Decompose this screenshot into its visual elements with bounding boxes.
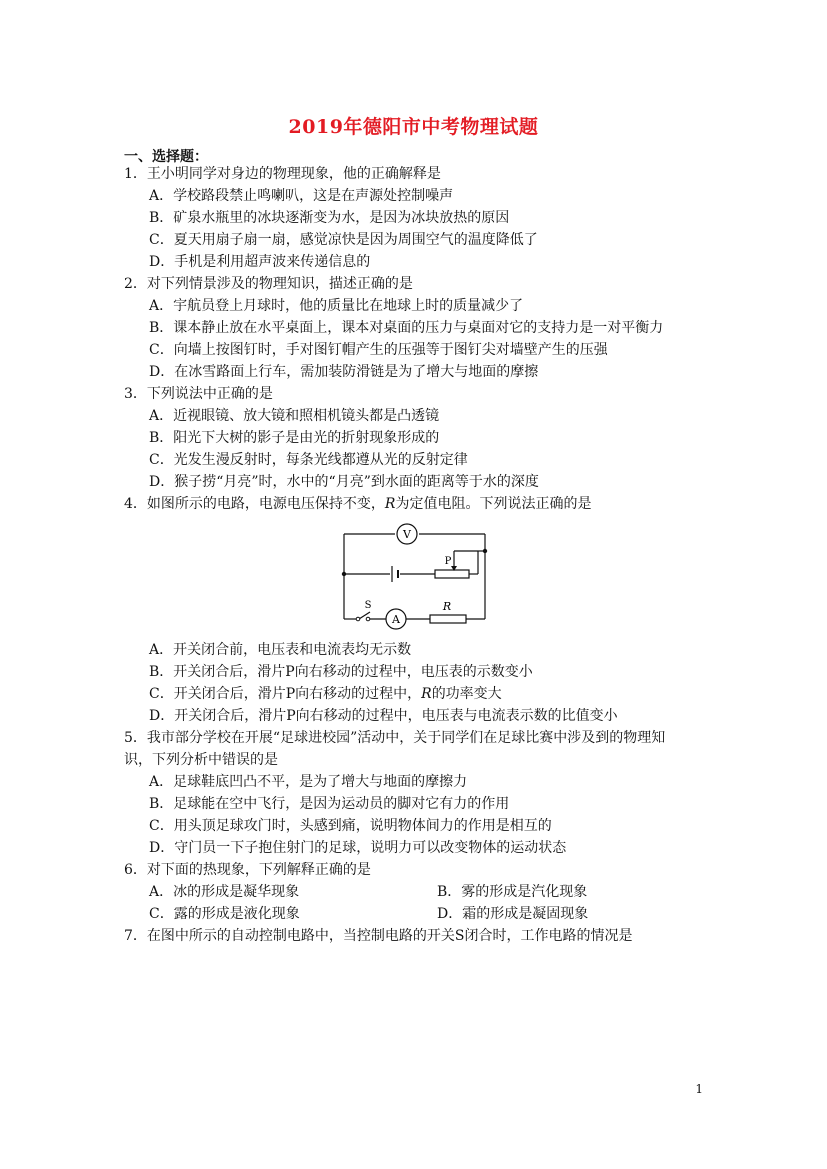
option: C．露的形成是液化现象	[149, 906, 300, 922]
slider-label: P	[444, 556, 452, 567]
question-number: 6．	[124, 862, 147, 878]
option: A．开关闭合前，电压表和电流表均无示数	[149, 642, 412, 658]
question-stem: 下列说法中正确的是	[146, 386, 273, 402]
ammeter-label: A	[392, 613, 400, 626]
question-number: 5．	[124, 730, 147, 746]
question-stem-cont: 为定值电阻。下列说法正确的是	[395, 496, 592, 512]
switch-label: S	[364, 600, 372, 611]
switch-terminal	[356, 617, 360, 621]
option-text: C．开关闭合后，滑片P向右移动的过程中，	[149, 686, 422, 702]
question-7	[124, 926, 633, 946]
section-heading: 一、选择题：	[124, 149, 208, 165]
question-1	[124, 164, 441, 184]
option: D．手机是利用超声波来传递信息的	[149, 254, 371, 270]
option: B．雾的形成是汽化现象	[437, 884, 588, 900]
option: D．开关闭合后，滑片P向右移动的过程中，电压表与电流表示数的比值变小	[149, 708, 618, 724]
option: B．足球能在空中飞行，是因为运动员的脚对它有力的作用	[149, 796, 510, 812]
option: D．猴子捞“月亮”时，水中的“月亮”到水面的距离等于水的深度	[149, 474, 539, 490]
question-number: 4．	[124, 496, 147, 512]
question-number: 3．	[124, 386, 147, 402]
rheostat	[435, 570, 469, 578]
option: B．课本静止放在水平桌面上，课本对桌面的压力与桌面对它的支持力是一对平衡力	[149, 320, 664, 336]
option: A．宇航员登上月球时，他的质量比在地球上时的质量减少了	[149, 298, 524, 314]
question-6	[124, 860, 371, 880]
option-text: 的功率变大	[431, 686, 502, 702]
question-4	[124, 494, 591, 514]
question-stem: 我市部分学校在开展“足球进校园”活动中，关于同学们在足球比赛中涉及到的物理知	[146, 730, 666, 746]
option: C．夏天用扇子扇一扇，感觉凉快是因为周围空气的温度降低了	[149, 232, 538, 248]
circuit-diagram	[330, 517, 500, 635]
question-stem: 在图中所示的自动控制电路中，当控制电路的开关S闭合时，工作电路的情况是	[146, 928, 633, 944]
question-stem: 如图所示的电路，电源电压保持不变，	[146, 496, 385, 512]
question-number: 7．	[124, 928, 147, 944]
question-stem-cont: 识，下列分析中错误的是	[124, 752, 278, 768]
option: C．向墙上按图钉时，手对图钉帽产生的压强等于图钉尖对墙壁产生的压强	[149, 342, 608, 358]
option: C．用头顶足球攻门时，头感到痛，说明物体间力的作用是相互的	[149, 818, 552, 834]
option: A．近视眼镜、放大镜和照相机镜头都是凸透镜	[149, 408, 440, 424]
question-stem: 王小明同学对身边的物理现象，他的正确解释是	[146, 166, 441, 182]
option: B．矿泉水瓶里的冰块逐渐变为水，是因为冰块放热的原因	[149, 210, 510, 226]
resistor-symbol: R	[384, 496, 396, 512]
voltmeter-label: V	[403, 528, 411, 541]
question-number: 2．	[124, 276, 147, 292]
page-title: 2019年德阳市中考物理试题	[288, 116, 539, 138]
switch-terminal	[366, 617, 370, 621]
option: C．光发生漫反射时，每条光线都遵从光的反射定律	[149, 452, 468, 468]
option: D．在冰雪路面上行车，需加装防滑链是为了增大与地面的摩擦	[149, 364, 539, 380]
resistor	[430, 615, 466, 623]
question-2	[124, 274, 413, 294]
option: D．守门员一下子抱住射门的足球，说明力可以改变物体的运动状态	[149, 840, 567, 856]
option: A．学校路段禁止鸣喇叭，这是在声源处控制噪声	[149, 188, 454, 204]
junction-dot	[483, 549, 487, 553]
junction-dot	[342, 572, 346, 576]
option: A．足球鞋底凹凸不平，是为了增大与地面的摩擦力	[149, 774, 468, 790]
option: D．霜的形成是凝固现象	[437, 906, 589, 922]
question-3	[124, 384, 273, 404]
resistor-symbol: R	[421, 686, 432, 702]
resistor-label: R	[442, 600, 452, 613]
question-stem: 对下面的热现象，下列解释正确的是	[146, 862, 371, 878]
question-number: 1．	[124, 166, 147, 182]
option-c	[149, 684, 502, 704]
question-stem: 对下列情景涉及的物理知识，描述正确的是	[146, 276, 413, 292]
option: B．开关闭合后，滑片P向右移动的过程中，电压表的示数变小	[149, 664, 533, 680]
option: A．冰的形成是凝华现象	[149, 884, 300, 900]
question-5	[124, 728, 665, 748]
page-number: 1	[695, 1082, 703, 1096]
option: B．阳光下大树的影子是由光的折射现象形成的	[149, 430, 440, 446]
